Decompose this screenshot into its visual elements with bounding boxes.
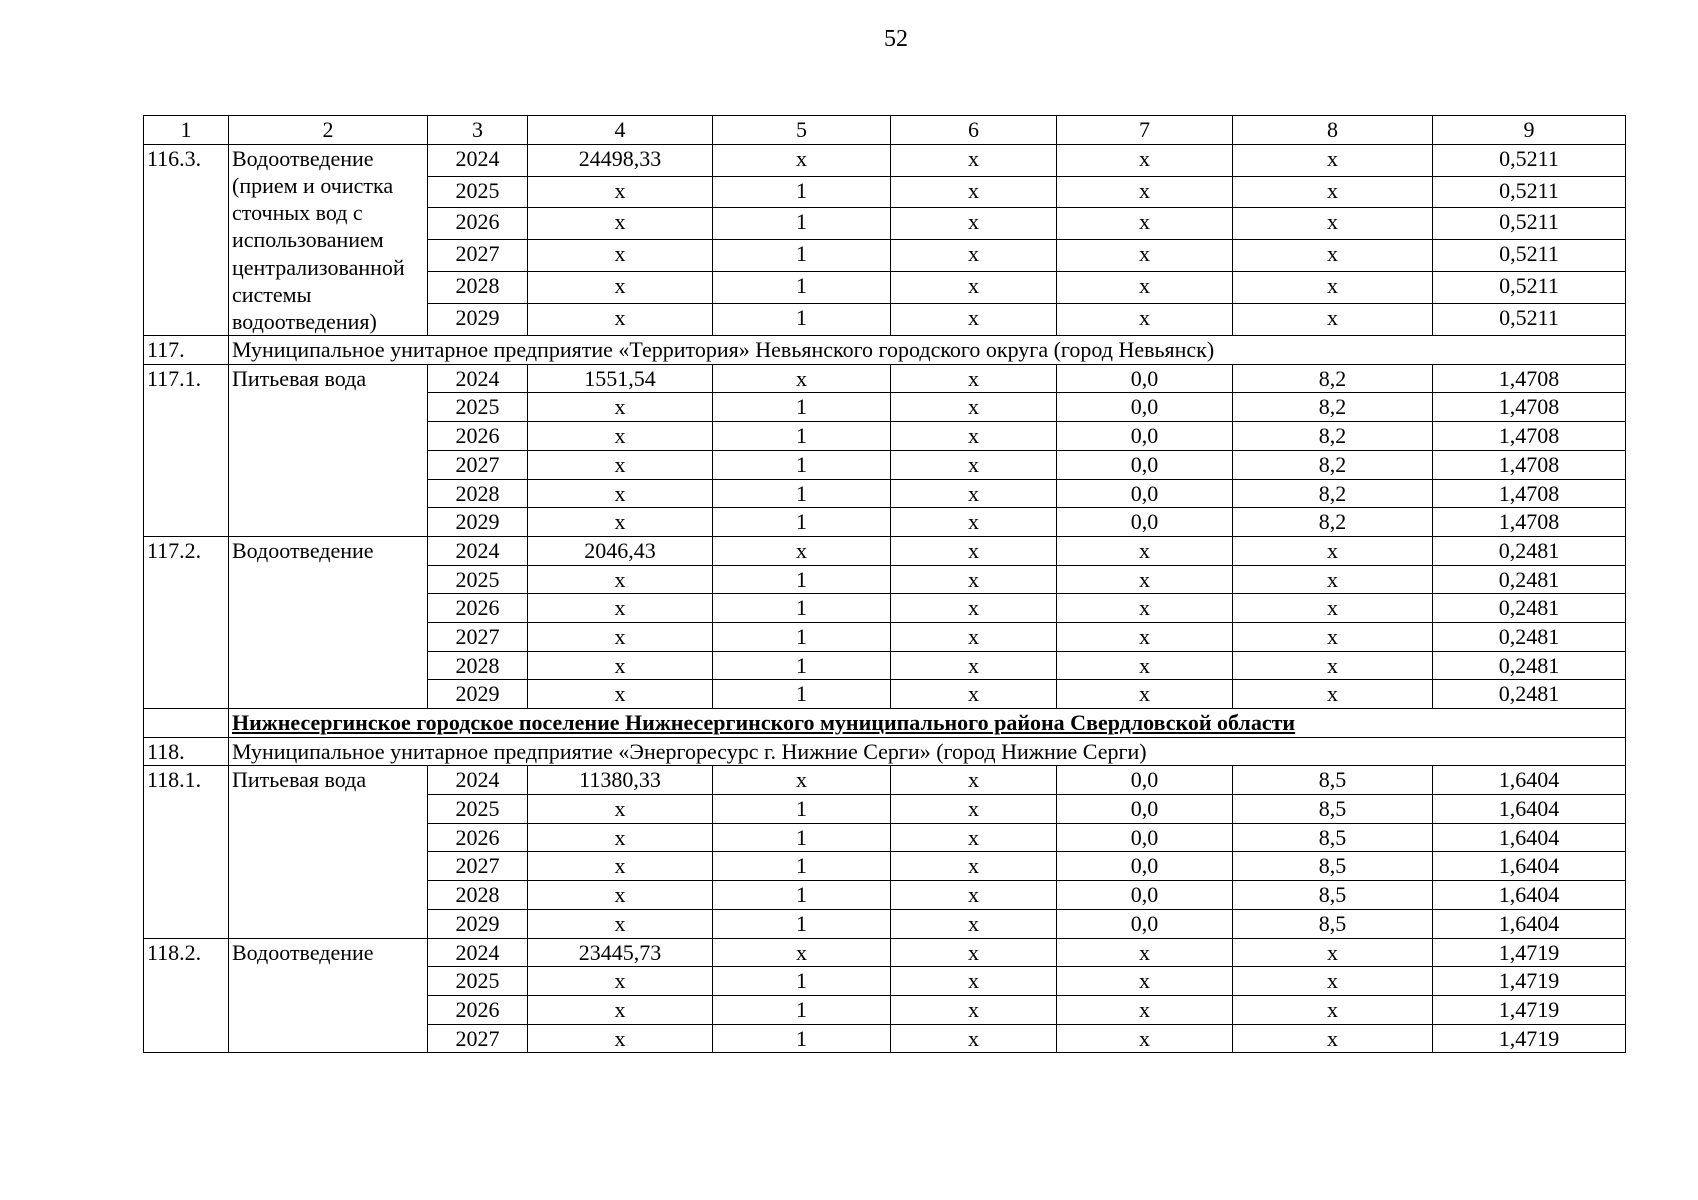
- service-name-cell: Водоотведение: [229, 536, 428, 708]
- value-cell: х: [1057, 967, 1233, 996]
- value-cell: 1: [713, 304, 891, 336]
- value-cell: х: [891, 881, 1057, 910]
- column-number-header: 6: [891, 116, 1057, 145]
- value-cell: х: [891, 208, 1057, 240]
- value-cell: 8,5: [1233, 909, 1433, 938]
- value-cell: 2046,43: [528, 536, 713, 565]
- value-cell: х: [1057, 565, 1233, 594]
- value-cell: х: [891, 795, 1057, 824]
- value-cell: 8,2: [1233, 422, 1433, 451]
- item-number-cell: 116.3.: [144, 144, 229, 335]
- organization-row: [144, 336, 1626, 365]
- item-number-cell: 118.: [144, 737, 229, 766]
- value-cell: х: [528, 622, 713, 651]
- value-cell: 1: [713, 852, 891, 881]
- service-name-cell: Водоотведение (прием и очистка сточных вод с использованием централизованной системы водоотведения): [229, 144, 428, 335]
- value-cell: 2025: [428, 393, 528, 422]
- value-cell: х: [1233, 967, 1433, 996]
- value-cell: 1: [713, 594, 891, 623]
- value-cell: х: [891, 823, 1057, 852]
- value-cell: х: [1233, 622, 1433, 651]
- value-cell: 0,5211: [1433, 176, 1626, 208]
- value-cell: х: [1233, 144, 1433, 176]
- value-cell: 1: [713, 967, 891, 996]
- value-cell: х: [1057, 938, 1233, 967]
- value-cell: 1: [713, 240, 891, 272]
- value-cell: 2024: [428, 766, 528, 795]
- value-cell: 1: [713, 450, 891, 479]
- value-cell: х: [528, 450, 713, 479]
- value-cell: 2028: [428, 651, 528, 680]
- value-cell: 1,4708: [1433, 422, 1626, 451]
- value-cell: 8,5: [1233, 881, 1433, 910]
- value-cell: 0,0: [1057, 364, 1233, 393]
- service-name-cell: Питьевая вода: [229, 364, 428, 536]
- value-cell: х: [891, 1024, 1057, 1053]
- value-cell: 1,4708: [1433, 479, 1626, 508]
- value-cell: 0,0: [1057, 909, 1233, 938]
- value-cell: 0,5211: [1433, 144, 1626, 176]
- header-row: [144, 116, 1626, 145]
- value-cell: 2027: [428, 852, 528, 881]
- value-cell: х: [1057, 240, 1233, 272]
- value-cell: х: [891, 508, 1057, 537]
- value-cell: х: [528, 508, 713, 537]
- value-cell: 23445,73: [528, 938, 713, 967]
- value-cell: х: [528, 393, 713, 422]
- value-cell: 8,5: [1233, 795, 1433, 824]
- value-cell: х: [1057, 680, 1233, 709]
- value-cell: х: [1057, 304, 1233, 336]
- value-cell: х: [713, 144, 891, 176]
- value-cell: х: [891, 565, 1057, 594]
- value-cell: 2024: [428, 536, 528, 565]
- value-cell: х: [1233, 176, 1433, 208]
- value-cell: х: [528, 1024, 713, 1053]
- value-cell: х: [528, 594, 713, 623]
- value-cell: 2029: [428, 508, 528, 537]
- value-cell: 8,5: [1233, 823, 1433, 852]
- value-cell: х: [1057, 995, 1233, 1024]
- tariff-table: [143, 115, 1626, 1053]
- value-cell: х: [891, 450, 1057, 479]
- value-cell: 0,0: [1057, 450, 1233, 479]
- value-cell: 1: [713, 651, 891, 680]
- value-cell: х: [1057, 272, 1233, 304]
- value-cell: х: [891, 995, 1057, 1024]
- value-cell: х: [528, 995, 713, 1024]
- value-cell: 0,5211: [1433, 240, 1626, 272]
- value-cell: х: [528, 967, 713, 996]
- value-cell: х: [528, 176, 713, 208]
- column-number-header: 4: [528, 116, 713, 145]
- value-cell: 1,4719: [1433, 1024, 1626, 1053]
- value-cell: х: [891, 909, 1057, 938]
- value-cell: 1: [713, 272, 891, 304]
- value-cell: 0,5211: [1433, 304, 1626, 336]
- item-number-cell: 118.2.: [144, 938, 229, 1053]
- service-name-cell: Водоотведение: [229, 938, 428, 1053]
- value-cell: 0,2481: [1433, 536, 1626, 565]
- value-cell: х: [528, 479, 713, 508]
- value-cell: 0,0: [1057, 422, 1233, 451]
- value-cell: 2025: [428, 795, 528, 824]
- value-cell: 8,5: [1233, 852, 1433, 881]
- value-cell: 2029: [428, 304, 528, 336]
- value-cell: 1: [713, 479, 891, 508]
- value-cell: х: [528, 651, 713, 680]
- item-number-cell: 117.2.: [144, 536, 229, 708]
- value-cell: х: [528, 909, 713, 938]
- value-cell: х: [891, 536, 1057, 565]
- value-cell: 1,4719: [1433, 967, 1626, 996]
- value-cell: 1,4719: [1433, 995, 1626, 1024]
- value-cell: 0,2481: [1433, 594, 1626, 623]
- value-cell: 1: [713, 823, 891, 852]
- value-cell: х: [713, 938, 891, 967]
- value-cell: 1: [713, 680, 891, 709]
- value-cell: 0,0: [1057, 508, 1233, 537]
- value-cell: х: [1057, 208, 1233, 240]
- value-cell: 0,2481: [1433, 565, 1626, 594]
- page-number: 52: [884, 26, 908, 52]
- value-cell: 1,4708: [1433, 364, 1626, 393]
- value-cell: 8,2: [1233, 450, 1433, 479]
- value-cell: 2024: [428, 144, 528, 176]
- value-cell: х: [528, 240, 713, 272]
- value-cell: 1: [713, 795, 891, 824]
- value-cell: х: [528, 208, 713, 240]
- value-cell: х: [1233, 938, 1433, 967]
- value-cell: 2026: [428, 823, 528, 852]
- value-cell: 2027: [428, 622, 528, 651]
- value-cell: х: [528, 823, 713, 852]
- value-cell: х: [1233, 208, 1433, 240]
- value-cell: х: [528, 852, 713, 881]
- value-cell: х: [891, 240, 1057, 272]
- value-cell: 2024: [428, 364, 528, 393]
- value-cell: х: [891, 422, 1057, 451]
- table-row: [144, 536, 1626, 565]
- value-cell: х: [528, 881, 713, 910]
- value-cell: х: [891, 144, 1057, 176]
- value-cell: 0,0: [1057, 881, 1233, 910]
- value-cell: х: [891, 680, 1057, 709]
- column-number-header: 1: [144, 116, 229, 145]
- organization-name: Муниципальное унитарное предприятие «Территория» Невьянского городского округа (город Невьянск): [229, 336, 1626, 365]
- value-cell: 0,2481: [1433, 651, 1626, 680]
- organization-row: [144, 737, 1626, 766]
- value-cell: х: [891, 272, 1057, 304]
- value-cell: 1,4719: [1433, 938, 1626, 967]
- value-cell: х: [1233, 272, 1433, 304]
- value-cell: 2026: [428, 995, 528, 1024]
- value-cell: 8,2: [1233, 364, 1433, 393]
- value-cell: 2025: [428, 176, 528, 208]
- value-cell: 8,2: [1233, 508, 1433, 537]
- value-cell: 2028: [428, 479, 528, 508]
- value-cell: 1,4708: [1433, 450, 1626, 479]
- value-cell: 1,4708: [1433, 393, 1626, 422]
- column-number-header: 9: [1433, 116, 1626, 145]
- value-cell: х: [891, 393, 1057, 422]
- item-number-cell: 118.1.: [144, 766, 229, 938]
- value-cell: 11380,33: [528, 766, 713, 795]
- value-cell: 1: [713, 208, 891, 240]
- value-cell: 0,0: [1057, 852, 1233, 881]
- value-cell: 1,6404: [1433, 881, 1626, 910]
- table-row: [144, 766, 1626, 795]
- value-cell: 8,5: [1233, 766, 1433, 795]
- value-cell: х: [528, 304, 713, 336]
- value-cell: 2026: [428, 422, 528, 451]
- value-cell: 0,5211: [1433, 208, 1626, 240]
- section-heading-row: [144, 709, 1626, 738]
- value-cell: 1,4708: [1433, 508, 1626, 537]
- value-cell: 24498,33: [528, 144, 713, 176]
- value-cell: 2025: [428, 565, 528, 594]
- value-cell: 2029: [428, 680, 528, 709]
- value-cell: 8,2: [1233, 393, 1433, 422]
- value-cell: 0,5211: [1433, 272, 1626, 304]
- value-cell: 1551,54: [528, 364, 713, 393]
- value-cell: 1: [713, 881, 891, 910]
- value-cell: х: [1233, 536, 1433, 565]
- value-cell: 1: [713, 1024, 891, 1053]
- value-cell: х: [1057, 144, 1233, 176]
- tariff-table-body: [144, 116, 1626, 1053]
- column-number-header: 2: [229, 116, 428, 145]
- value-cell: 2027: [428, 450, 528, 479]
- value-cell: х: [891, 364, 1057, 393]
- value-cell: 1,6404: [1433, 766, 1626, 795]
- municipality-heading-text: Нижнесергинское городское поселение Нижнесергинского муниципального района Свердловской области: [232, 710, 1296, 736]
- value-cell: х: [1057, 622, 1233, 651]
- value-cell: 2026: [428, 208, 528, 240]
- value-cell: 1,6404: [1433, 909, 1626, 938]
- value-cell: х: [891, 766, 1057, 795]
- value-cell: х: [891, 651, 1057, 680]
- value-cell: х: [891, 967, 1057, 996]
- value-cell: х: [891, 479, 1057, 508]
- value-cell: х: [891, 594, 1057, 623]
- value-cell: х: [1057, 176, 1233, 208]
- value-cell: 2029: [428, 909, 528, 938]
- value-cell: 0,0: [1057, 479, 1233, 508]
- value-cell: х: [891, 304, 1057, 336]
- value-cell: 2027: [428, 1024, 528, 1053]
- value-cell: х: [1057, 536, 1233, 565]
- value-cell: х: [1233, 304, 1433, 336]
- value-cell: х: [713, 364, 891, 393]
- value-cell: 2028: [428, 272, 528, 304]
- value-cell: х: [1233, 565, 1433, 594]
- service-name-cell: Питьевая вода: [229, 766, 428, 938]
- value-cell: х: [1233, 240, 1433, 272]
- value-cell: х: [1233, 995, 1433, 1024]
- item-number-cell: 117.1.: [144, 364, 229, 536]
- value-cell: х: [891, 852, 1057, 881]
- value-cell: х: [1233, 680, 1433, 709]
- value-cell: 1: [713, 909, 891, 938]
- value-cell: х: [1057, 651, 1233, 680]
- value-cell: х: [528, 680, 713, 709]
- value-cell: 2025: [428, 967, 528, 996]
- item-number-cell: [144, 709, 229, 738]
- value-cell: 2027: [428, 240, 528, 272]
- value-cell: 1: [713, 622, 891, 651]
- value-cell: х: [528, 565, 713, 594]
- table-row: [144, 144, 1626, 176]
- value-cell: 2024: [428, 938, 528, 967]
- organization-name: Муниципальное унитарное предприятие «Энергоресурс г. Нижние Серги» (город Нижние Серги): [229, 737, 1626, 766]
- value-cell: 0,0: [1057, 795, 1233, 824]
- value-cell: 0,0: [1057, 766, 1233, 795]
- value-cell: х: [528, 422, 713, 451]
- value-cell: 8,2: [1233, 479, 1433, 508]
- value-cell: х: [1233, 651, 1433, 680]
- municipality-heading: [229, 709, 1626, 738]
- value-cell: 1: [713, 565, 891, 594]
- value-cell: 1,6404: [1433, 795, 1626, 824]
- value-cell: 2028: [428, 881, 528, 910]
- value-cell: х: [1057, 1024, 1233, 1053]
- value-cell: 1,6404: [1433, 823, 1626, 852]
- table-row: [144, 938, 1626, 967]
- value-cell: х: [891, 176, 1057, 208]
- value-cell: х: [1233, 594, 1433, 623]
- value-cell: х: [713, 766, 891, 795]
- value-cell: х: [1057, 594, 1233, 623]
- value-cell: 1: [713, 995, 891, 1024]
- value-cell: х: [713, 536, 891, 565]
- value-cell: 0,0: [1057, 393, 1233, 422]
- item-number-cell: 117.: [144, 336, 229, 365]
- value-cell: х: [528, 272, 713, 304]
- value-cell: 1: [713, 422, 891, 451]
- value-cell: 0,2481: [1433, 680, 1626, 709]
- value-cell: 1: [713, 393, 891, 422]
- value-cell: 1: [713, 508, 891, 537]
- value-cell: х: [1233, 1024, 1433, 1053]
- value-cell: х: [891, 938, 1057, 967]
- value-cell: 2026: [428, 594, 528, 623]
- table-row: [144, 364, 1626, 393]
- column-number-header: 8: [1233, 116, 1433, 145]
- column-number-header: 3: [428, 116, 528, 145]
- column-number-header: 5: [713, 116, 891, 145]
- value-cell: х: [528, 795, 713, 824]
- value-cell: х: [891, 622, 1057, 651]
- column-number-header: 7: [1057, 116, 1233, 145]
- value-cell: 0,2481: [1433, 622, 1626, 651]
- value-cell: 0,0: [1057, 823, 1233, 852]
- value-cell: 1,6404: [1433, 852, 1626, 881]
- value-cell: 1: [713, 176, 891, 208]
